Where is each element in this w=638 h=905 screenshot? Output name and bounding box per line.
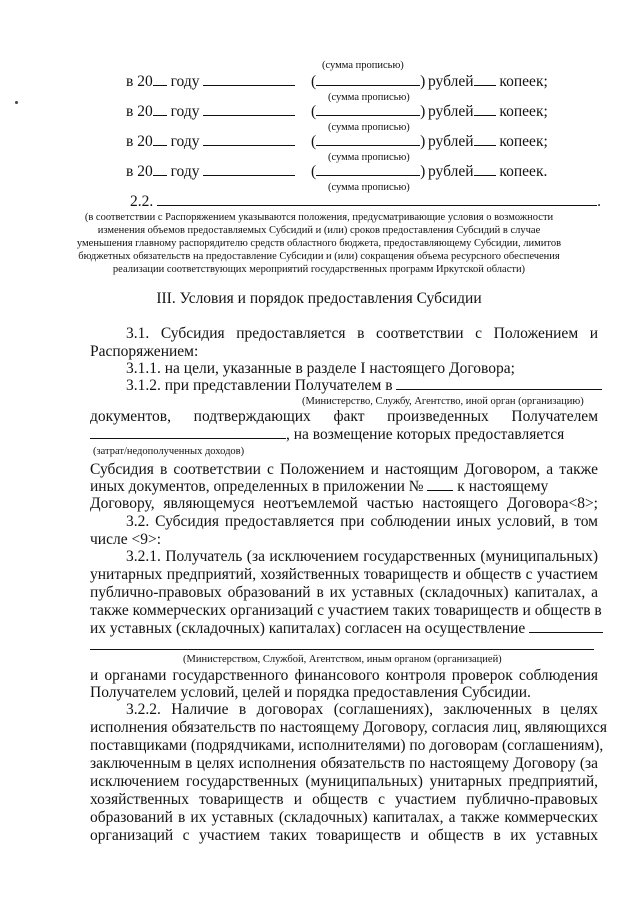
clause-2-2: 2.2. . <box>130 193 601 210</box>
paragraph-3-2: 3.2. Субсидия предоставляется при соблюдении иных условий, в том <box>126 513 598 530</box>
clause-2-2-note: (в соответствии с Распоряжением указываются положения, предусматривающие условия о возможности изменения объемов предоставляемых Субсидий и (или) сроков предоставления Субсидий в случае уменьшения главному распорядителю средств областного бюджета, предоставляющему Субсидии, лимитов бюджетных обязательств на предоставление Субсидии и (или) сокращения объема ресурсного обеспечения реализации соответствующих мероприятий государственных программ Иркутской области) <box>76 212 562 275</box>
field-caption: (Министерством, Службой, Агентством, иным органом (организацией) <box>183 654 502 665</box>
paragraph-3-1: 3.1. Субсидия предоставляется в соответствии с Положением и <box>126 325 598 342</box>
sum-caption: (сумма прописью) <box>328 92 410 103</box>
sum-caption: (сумма прописью) <box>328 152 410 163</box>
sum-caption: (сумма прописью) <box>328 182 410 193</box>
scan-dot <box>15 101 18 104</box>
paragraph-3-1-2: 3.1.2. при представлении Получателем в <box>126 377 602 395</box>
field-caption: (Министерство, Службу, Агентство, иной орган (организацию) <box>302 396 584 407</box>
sum-caption: (сумма прописью) <box>322 60 404 71</box>
blank-line <box>90 649 594 650</box>
paragraph-3-1-1: 3.1.1. на цели, указанные в разделе I настоящего Договора; <box>126 360 515 377</box>
sum-caption: (сумма прописью) <box>328 122 410 133</box>
section-title: III. Условия и порядок предоставления Субсидии <box>156 290 482 307</box>
field-caption: (затрат/недополученных доходов) <box>93 446 245 457</box>
